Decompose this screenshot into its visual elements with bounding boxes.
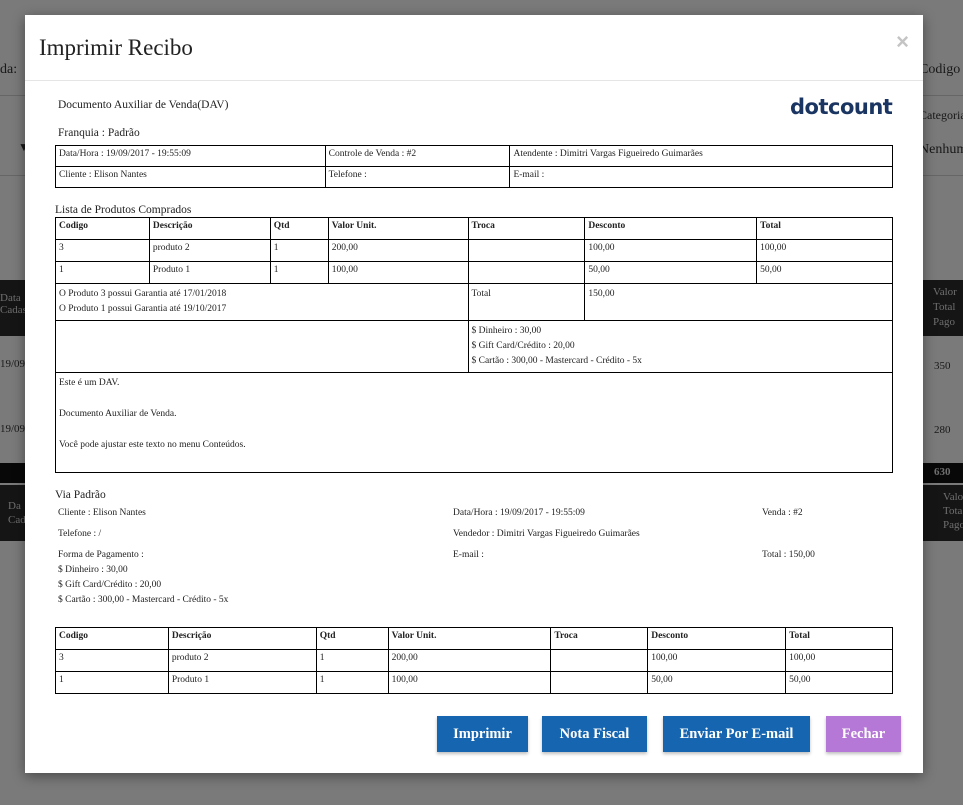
- message-line: Este é um DAV.: [59, 378, 120, 388]
- via-seller: Vendedor : Dimitri Vargas Figueiredo Guimarães: [453, 529, 640, 539]
- modal-header: [25, 15, 923, 81]
- column-header: Descrição: [149, 218, 270, 240]
- cell: 50,00: [786, 672, 893, 694]
- table-row: [56, 650, 893, 672]
- products-label: Lista de Produtos Comprados: [55, 204, 192, 216]
- column-header: Troca: [551, 628, 648, 650]
- table-row: [56, 321, 893, 373]
- email-cell: E-mail :: [510, 167, 893, 188]
- via-payment-title: Forma de Pagamento :: [58, 550, 144, 560]
- message-line: Você pode ajustar este texto no menu Conteúdos.: [59, 440, 246, 450]
- payments-cell: [468, 321, 893, 373]
- via-payment-line: $ Gift Card/Crédito : 20,00: [58, 580, 162, 590]
- via-label: Via Padrão: [55, 489, 106, 501]
- cell: 1: [56, 672, 169, 694]
- message-line: Documento Auxiliar de Venda.: [59, 409, 177, 419]
- products-table: [55, 217, 893, 473]
- column-header: Desconto: [648, 628, 786, 650]
- cell: 100,00: [757, 240, 893, 262]
- dotcount-logo: dotcount: [790, 95, 893, 119]
- cell: 1: [316, 672, 388, 694]
- table-row: [56, 262, 893, 284]
- cell: 100,00: [585, 240, 757, 262]
- column-header: Total: [786, 628, 893, 650]
- cell: 3: [56, 650, 169, 672]
- via-payment-line: $ Cartão : 300,00 - Mastercard - Crédito - 5x: [58, 595, 229, 605]
- payment-line: $ Dinheiro : 30,00: [471, 326, 542, 336]
- cell: 1: [56, 262, 150, 284]
- cell: produto 2: [149, 240, 270, 262]
- cell: 1: [316, 650, 388, 672]
- invoice-button[interactable]: Nota Fiscal: [542, 716, 647, 752]
- cell: 50,00: [648, 672, 786, 694]
- column-header: Desconto: [585, 218, 757, 240]
- cell: Produto 1: [168, 672, 316, 694]
- column-header: Qtd: [270, 218, 328, 240]
- modal-title: Imprimir Recibo: [39, 35, 193, 60]
- via-email: E-mail :: [453, 550, 484, 560]
- cell: [551, 650, 648, 672]
- table-row: [56, 146, 893, 167]
- cell: 200,00: [388, 650, 551, 672]
- table-header-row: [56, 628, 893, 650]
- cell: 100,00: [648, 650, 786, 672]
- via-total: Total : 150,00: [762, 550, 815, 560]
- cell: [551, 672, 648, 694]
- cell: 50,00: [585, 262, 757, 284]
- table-row: [56, 240, 893, 262]
- warranty-line: O Produto 3 possui Garantia até 17/01/2018: [59, 289, 227, 299]
- total-value: 150,00: [585, 284, 893, 321]
- print-button[interactable]: Imprimir: [437, 716, 528, 752]
- cell: produto 2: [168, 650, 316, 672]
- document-title: Documento Auxiliar de Venda(DAV): [58, 99, 229, 111]
- via-datetime: Data/Hora : 19/09/2017 - 19:55:09: [453, 508, 585, 518]
- total-label: Total: [468, 284, 585, 321]
- cell: 100,00: [388, 672, 551, 694]
- cell: 1: [270, 262, 328, 284]
- client-cell: Cliente : Elison Nantes: [56, 167, 326, 188]
- payment-line: $ Cartão : 300,00 - Mastercard - Crédito - 5x: [471, 356, 642, 366]
- franchise-label: Franquia : Padrão: [58, 127, 140, 139]
- warranty-line: O Produto 1 possui Garantia até 19/10/2017: [59, 304, 227, 314]
- via-products-table: [55, 627, 893, 694]
- via-client: Cliente : Elison Nantes: [58, 508, 146, 518]
- cell: 200,00: [328, 240, 468, 262]
- payment-line: $ Gift Card/Crédito : 20,00: [471, 341, 575, 351]
- warranty-cell: [56, 284, 469, 321]
- table-row: [56, 284, 893, 321]
- column-header: Codigo: [56, 628, 169, 650]
- column-header: Codigo: [56, 218, 150, 240]
- table-row: [56, 672, 893, 694]
- column-header: Valor Unit.: [388, 628, 551, 650]
- cell: 3: [56, 240, 150, 262]
- column-header: Valor Unit.: [328, 218, 468, 240]
- attendant-cell: Atendente : Dimitri Vargas Figueiredo Guimarães: [510, 146, 893, 167]
- send-email-button[interactable]: Enviar Por E-mail: [663, 716, 810, 752]
- column-header: Qtd: [316, 628, 388, 650]
- cell: [468, 240, 585, 262]
- sale-header-table: [55, 145, 893, 188]
- cell: Produto 1: [149, 262, 270, 284]
- sale-control-cell: Controle de Venda : #2: [325, 146, 510, 167]
- table-header-row: [56, 218, 893, 240]
- cell: 100,00: [786, 650, 893, 672]
- cell: 1: [270, 240, 328, 262]
- via-phone: Telefone : /: [58, 529, 102, 539]
- close-icon[interactable]: ×: [896, 29, 909, 54]
- column-header: Troca: [468, 218, 585, 240]
- empty-cell: [56, 321, 469, 373]
- phone-cell: Telefone :: [325, 167, 510, 188]
- via-payments: [58, 548, 228, 608]
- datetime-cell: Data/Hora : 19/09/2017 - 19:55:09: [56, 146, 326, 167]
- cell: 50,00: [757, 262, 893, 284]
- cell: [468, 262, 585, 284]
- table-row: [56, 167, 893, 188]
- column-header: Total: [757, 218, 893, 240]
- via-sale: Venda : #2: [762, 508, 803, 518]
- print-receipt-modal: [25, 15, 923, 773]
- via-payment-line: $ Dinheiro : 30,00: [58, 565, 128, 575]
- message-cell: [56, 373, 893, 473]
- cell: 100,00: [328, 262, 468, 284]
- column-header: Descrição: [168, 628, 316, 650]
- table-row: [56, 373, 893, 473]
- close-button[interactable]: Fechar: [826, 716, 901, 752]
